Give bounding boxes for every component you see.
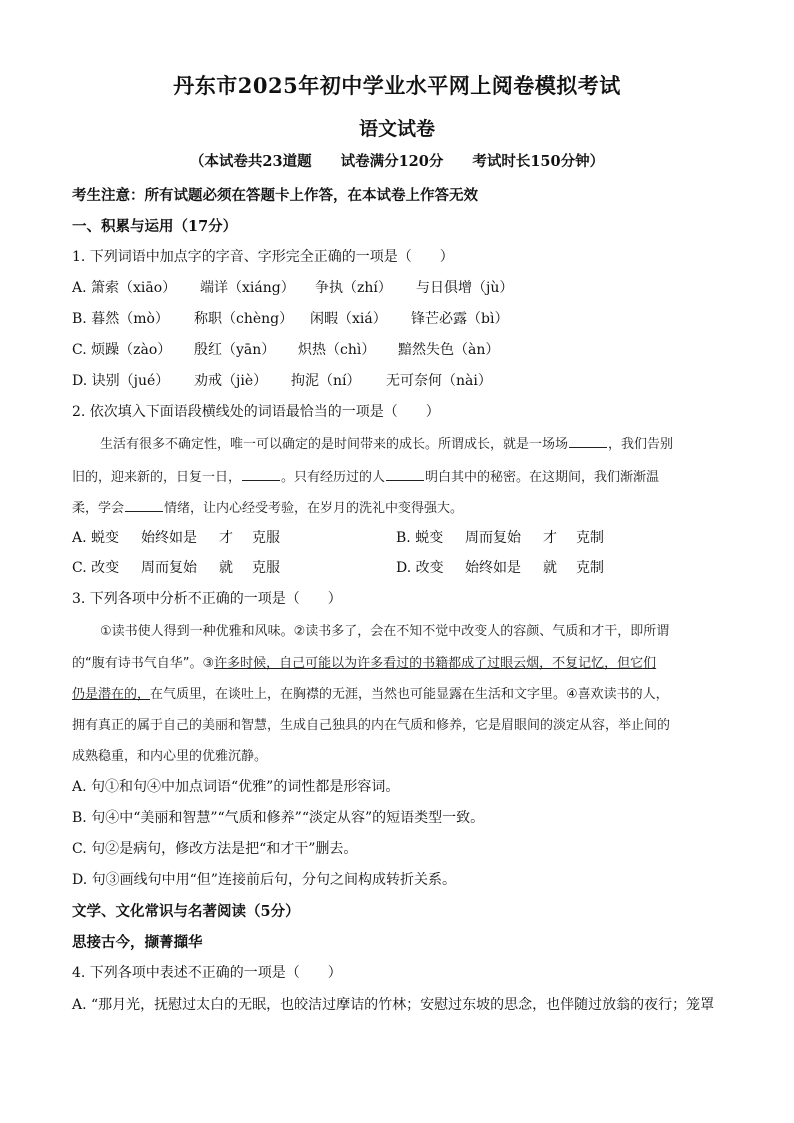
q2-b-2: 周而复始 xyxy=(465,530,521,546)
q2-stem: 2. 依次填入下面语段横线处的词语最恰当的一项是（ ） xyxy=(72,404,440,420)
q1-b-word2: 称职（chèng） xyxy=(194,311,294,327)
section2-heading: 文学、文化常识与名著阅读（5分） xyxy=(72,903,300,920)
q1-c-word1: C. 烦躁（zào） xyxy=(72,342,172,358)
section1-heading: 一、积累与运用（17分） xyxy=(72,218,238,235)
q4-option-a: A. “那月光，抚慰过太白的无眠，也皎洁过摩诘的竹林；安慰过东坡的思念，也伴随过放翁的夜行；笼罩 xyxy=(72,997,715,1013)
q3-passage-line5: 成熟稳重，和内心里的优雅沉静。 xyxy=(72,749,268,764)
q1-a-word4: 与日俱增（jù） xyxy=(416,280,514,296)
q3-underlined-sentence-part2: 仍是潜在的， xyxy=(72,687,151,702)
q1-d-word4: 无可奈何（nài） xyxy=(386,373,492,389)
q3-option-c: C. 句②是病句，修改方法是把“和才干”删去。 xyxy=(72,841,358,857)
q2-d-1: D. 改变 xyxy=(396,560,444,576)
q3-passage-line4: 拥有真正的属于自己的美丽和智慧，生成自己独具的内在气质和修养，它是眉眼间的淡定从容，举止间的 xyxy=(72,718,671,733)
q3-passage-line3: 仍是潜在的，在气质里，在谈吐上，在胸襟的无涯，当然也可能显露在生活和文字里。④喜欢读书的人， xyxy=(72,687,669,702)
q2-a-3: 才 xyxy=(219,530,233,546)
q1-d-word2: 劝戒（jiè） xyxy=(194,373,268,389)
q2-b-3: 才 xyxy=(543,530,557,546)
q1-c-word2: 殷红（yān） xyxy=(194,342,276,358)
q2-c-2: 周而复始 xyxy=(141,560,197,576)
q2-c-1: C. 改变 xyxy=(72,560,120,576)
q2-passage-line3: 柔，学会 情绪，让内心经受考验，在岁月的洗礼中变得强大。 xyxy=(72,501,464,516)
q1-a-word2: 端详（xiáng） xyxy=(200,280,295,296)
exam-title: 丹东市2025年初中学业水平网上阅卷模拟考试 xyxy=(173,73,621,98)
exam-info: （本试卷共23道题 试卷满分120分 考试时长150分钟） xyxy=(189,153,605,170)
q2-d-2: 始终如是 xyxy=(465,560,521,576)
q2-d-3: 就 xyxy=(543,560,557,576)
q2-d-4: 克制 xyxy=(576,560,604,576)
q1-a-word3: 争执（zhí） xyxy=(315,280,392,296)
q2-a-1: A. 蜕变 xyxy=(72,530,120,546)
q2-b-4: 克制 xyxy=(576,530,604,546)
exam-notice: 考生注意：所有试题必须在答题卡上作答，在本试卷上作答无效 xyxy=(72,187,478,204)
q1-d-word3: 拘泥（ní） xyxy=(291,373,361,389)
q1-b-word3: 闲暇（xiá） xyxy=(310,311,387,327)
q2-a-4: 克服 xyxy=(252,530,280,546)
q3-option-a: A. 句①和句④中加点词语“优雅”的词性都是形容词。 xyxy=(72,779,400,795)
q3-underlined-sentence-part1: 许多时候，自己可能以为许多看过的书籍都成了过眼云烟，不复记忆，但它们 xyxy=(214,656,657,671)
q1-d-word1: D. 诀别（jué） xyxy=(72,373,170,389)
q3-passage-line2: 的“腹有诗书气自华”。③许多时候，自己可能以为许多看过的书籍都成了过眼云烟，不复记忆，但它们 xyxy=(72,656,657,671)
q2-c-3: 就 xyxy=(219,560,233,576)
q3-option-d: D. 句③画线句中用“但”连接前后句，分句之间构成转折关系。 xyxy=(72,872,456,888)
q1-stem: 1. 下列词语中加点字的字音、字形完全正确的一项是（ ） xyxy=(72,249,454,265)
exam-subtitle: 语文试卷 xyxy=(358,118,435,140)
q2-blank-2 xyxy=(242,468,280,481)
q3-passage-line1: ①读书使人得到一种优雅和风味。②读书多了，会在不知不觉中改变人的容颜、气质和才干，即所谓 xyxy=(100,624,670,639)
q1-c-word4: 黯然失色（àn） xyxy=(398,342,500,358)
q2-passage-line2: 旧的，迎来新的，日复一日， 。只有经历过的人 明白其中的秘密。在这期间，我们渐渐温 xyxy=(72,470,660,485)
q3-option-b: B. 句④中“美丽和智慧”“气质和修养”“淡定从容”的短语类型一致。 xyxy=(72,810,485,826)
q2-blank-1 xyxy=(569,435,607,448)
q1-a-word1: A. 箫索（xiāo） xyxy=(72,280,177,296)
q4-stem: 4. 下列各项中表述不正确的一项是（ ） xyxy=(72,965,342,981)
q2-b-1: B. 蜕变 xyxy=(396,530,444,546)
section2-subheading: 思接古今，撷菁擷华 xyxy=(72,934,203,951)
q2-passage-line1: 生活有很多不确定性，唯一可以确定的是时间带来的成长。所谓成长，就是一场场 ，我们告别 xyxy=(100,437,674,452)
q2-c-4: 克服 xyxy=(252,560,280,576)
q1-c-word3: 炽热（chì） xyxy=(298,342,376,358)
q2-a-2: 始终如是 xyxy=(141,530,197,546)
q2-blank-4 xyxy=(125,499,163,512)
q1-b-word1: B. 暮然（mò） xyxy=(72,311,169,327)
q1-b-word4: 锋芒必露（bì） xyxy=(411,311,509,327)
q3-stem: 3. 下列各项中分析不正确的一项是（ ） xyxy=(72,591,342,607)
q2-blank-3 xyxy=(386,468,424,481)
